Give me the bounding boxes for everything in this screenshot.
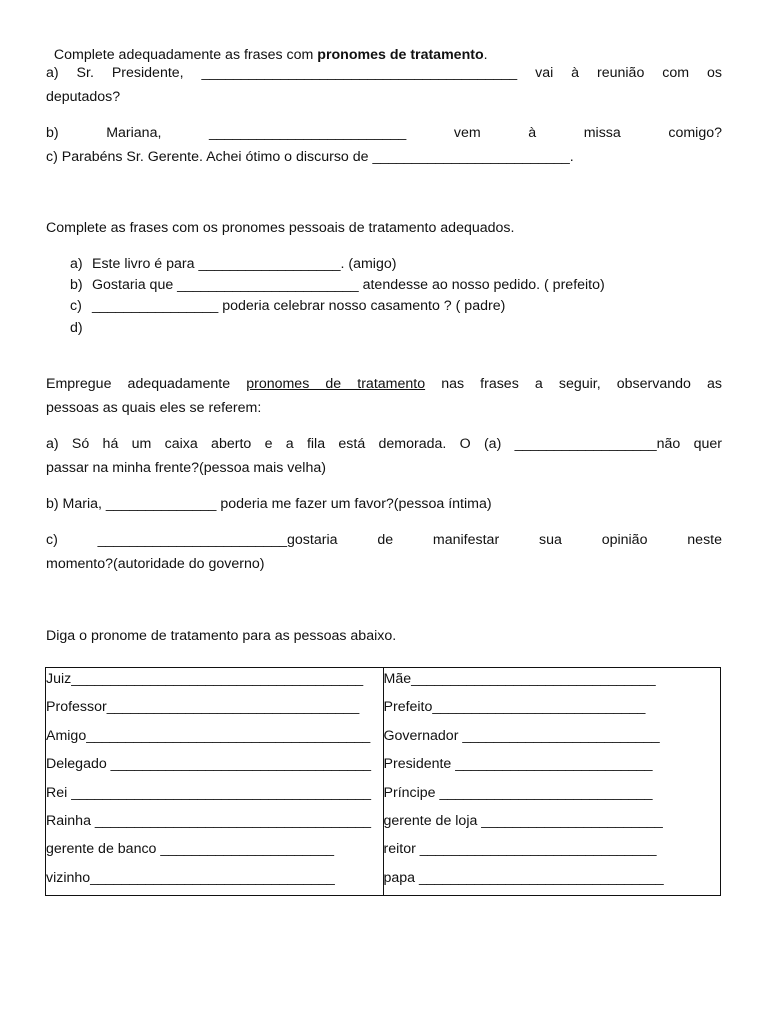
table-row-right: Governador _________________________ (383, 727, 660, 744)
table-row-left: Delegado _________________________________ (46, 756, 372, 773)
section1-title-text: Complete adequadamente as frases com (53, 47, 318, 63)
section2-title: Complete as frases com os pronomes pessoais de tratamento adequados. (46, 220, 515, 236)
section3-title-line1 (46, 375, 722, 393)
section2-item-c-text: ________________ poderia celebrar nosso casamento ? ( padre) (92, 298, 506, 314)
section1-title-end: . (483, 47, 488, 63)
pronoun-table (45, 667, 721, 896)
pronoun-table-left-column (46, 668, 384, 896)
table-row-right: Presidente _________________________ (383, 756, 653, 773)
table-row-left: Rei ______________________________________ (46, 784, 372, 801)
section1-item-a-line2: deputados? (46, 89, 121, 105)
table-row-right: papa _______________________________ (383, 869, 664, 886)
section1-title (46, 28, 722, 64)
section4-title: Diga o pronome de tratamento para as pessoas abaixo. (46, 628, 397, 644)
section2-item-a-text: Este livro é para __________________. (amigo) (92, 256, 397, 272)
section3-item-c-line1: c) ________________________gostaria de manifestar sua opinião neste (46, 532, 722, 548)
section2-item-d (70, 319, 92, 337)
section2-item-c (70, 297, 505, 315)
section2-item-b (70, 276, 605, 294)
section2-item-d-marker: d) (70, 320, 83, 336)
section1-item-c: c) Parabéns Sr. Gerente. Achei ótimo o discurso de _________________________. (46, 149, 574, 165)
section2-item-a-marker: a) (70, 256, 83, 272)
table-row-right: gerente de loja _______________________ (383, 812, 663, 829)
table-row-left: Amigo____________________________________ (46, 727, 371, 744)
section2-item-b-text: Gostaria que _______________________ atendesse ao nosso pedido. ( prefeito) (92, 277, 605, 293)
section1-title-bold: pronomes de tratamento (317, 47, 484, 63)
table-row-left: Professor________________________________ (46, 699, 360, 716)
section1-item-b: b) Mariana, _________________________ vem à missa comigo? (46, 125, 722, 141)
pronoun-table-right-column (383, 668, 721, 896)
table-row-left: Rainha ___________________________________ (46, 812, 372, 829)
table-row-right: Prefeito___________________________ (383, 699, 646, 716)
table-row-right: Mãe_______________________________ (383, 671, 656, 687)
table-row-right: Príncipe ___________________________ (383, 784, 653, 801)
section3-item-a-line1: a) Só há um caixa aberto e a fila está demorada. O (a) __________________não quer (46, 436, 722, 452)
section3-title-text: Empregue adequadamente (46, 376, 247, 392)
section2-item-b-marker: b) (70, 277, 83, 293)
table-row-left: vizinho_______________________________ (46, 869, 335, 886)
section3-title-line2: pessoas as quais eles se referem: (46, 400, 262, 416)
table-row-right: reitor ______________________________ (383, 841, 657, 858)
section2-item-c-marker: c) (70, 298, 82, 314)
section3-item-b: b) Maria, ______________ poderia me fazer um favor?(pessoa íntima) (46, 496, 492, 512)
section3-title-underlined: pronomes de tratamento (246, 376, 426, 392)
section2-item-a (70, 255, 396, 273)
section3-title-end: nas frases a seguir, observando as (425, 376, 722, 392)
table-row-left: Juiz_____________________________________ (46, 671, 364, 687)
table-row-left: gerente de banco ______________________ (46, 841, 334, 858)
section3-item-a-line2: passar na minha frente?(pessoa mais velha) (46, 460, 326, 476)
section1-item-a-line1: a) Sr. Presidente, ________________________________________ vai à reunião com os (46, 65, 722, 81)
section3-item-c-line2: momento?(autoridade do governo) (46, 556, 265, 572)
